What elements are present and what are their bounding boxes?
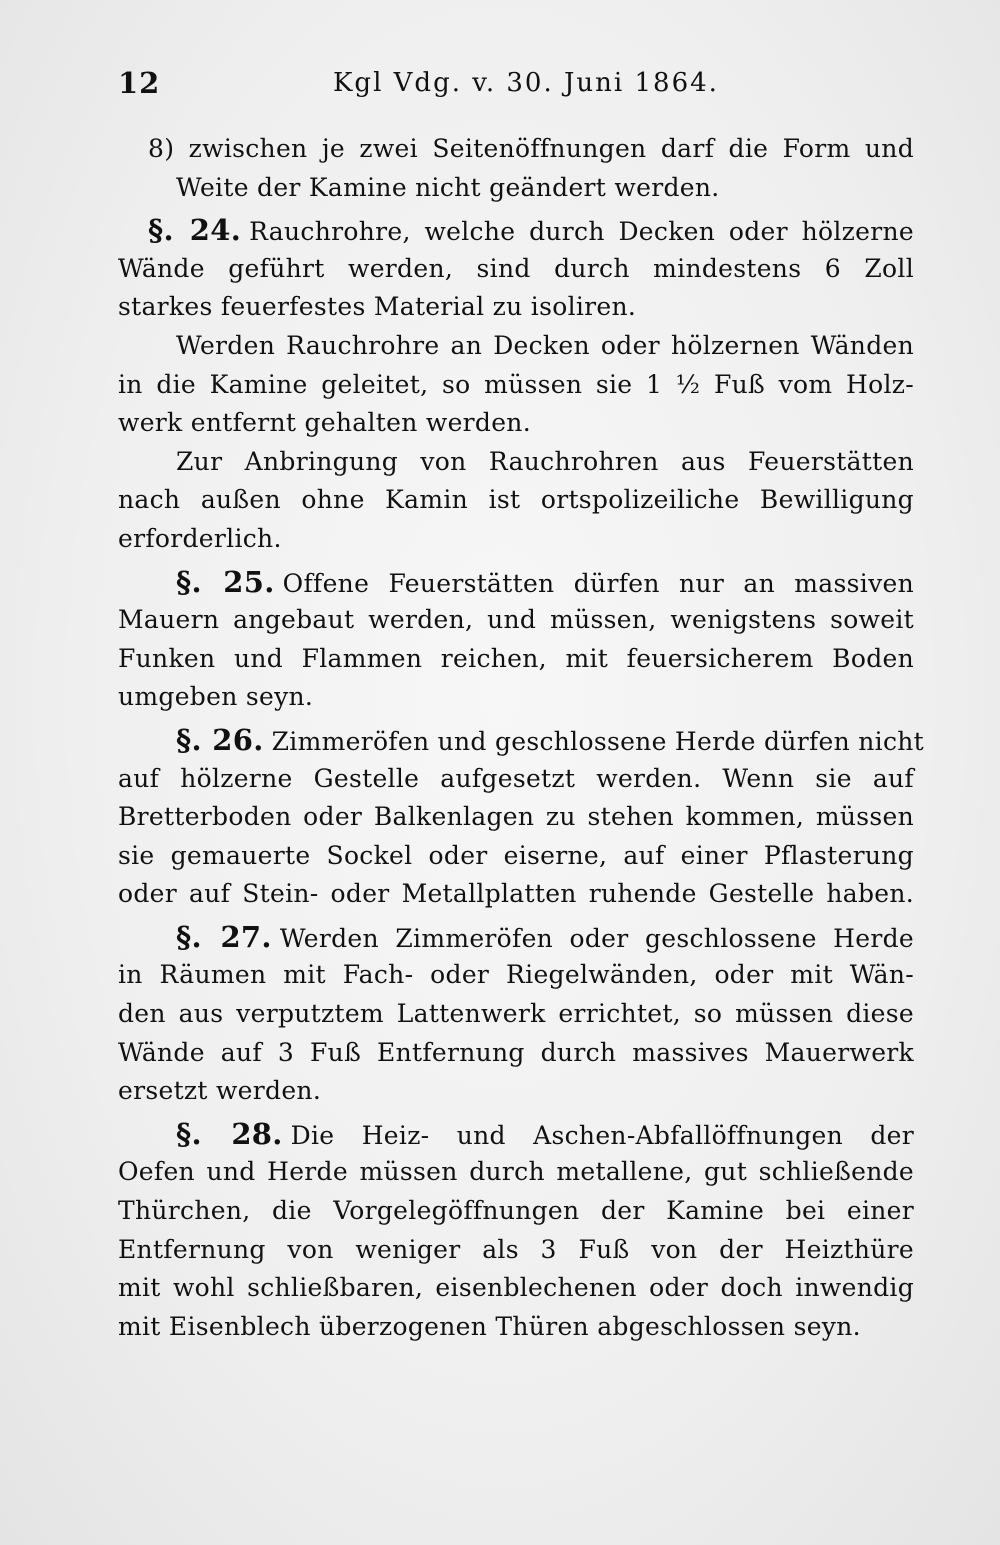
section-24-paragraph-3-line: Zur Anbringung von Rauchrohren aus Feuerstätten <box>176 446 914 476</box>
item-8-line-2: Weite der Kamine nicht geändert werden. <box>176 172 720 202</box>
section-24-paragraph-3-line: nach außen ohne Kamin ist ortspolizeiliche Bewilligung <box>118 485 914 515</box>
running-title: Kgl Vdg. v. 30. Juni 1864. <box>333 68 719 98</box>
section-28-line: Thürchen, die Vorgelegöffnungen der Kamine bei einer <box>118 1196 914 1226</box>
section-27-line: in Räumen mit Fach- oder Riegelwänden, oder mit Wän- <box>118 960 914 990</box>
section-24-paragraph-2-line: werk entfernt gehalten werden. <box>118 408 531 438</box>
section-26-first-line: Zimmeröfen und geschlossene Herde dürfen nicht <box>271 726 925 756</box>
section-25-line: Funken und Flammen reichen, mit feuersicherem Boden <box>118 643 914 673</box>
section-26-line: Bretterboden oder Balkenlagen zu stehen kommen, müssen <box>118 802 914 832</box>
section-27-first-line: Werden Zimmeröfen oder geschlossene Herde <box>279 923 914 953</box>
section-28-first-line: Die Heiz- und Aschen-Abfallöffnungen der <box>290 1120 914 1150</box>
section-26-line: oder auf Stein- oder Metallplatten ruhende Gestelle haben. <box>118 879 914 909</box>
section-27-line: Wände auf 3 Fuß Entfernung durch massives Mauerwerk <box>118 1037 914 1067</box>
section-25-heading-line <box>118 563 914 602</box>
page-number: 12 <box>118 66 161 100</box>
section-28-heading-line <box>118 1115 914 1154</box>
section-28-line: Entfernung von weniger als 3 Fuß von der Heizthüre <box>118 1234 914 1264</box>
section-26-line: auf hölzerne Gestelle aufgesetzt werden. Wenn sie auf <box>118 763 914 793</box>
section-25-label: §. 25. <box>176 564 275 599</box>
section-24-paragraph-3-line: erforderlich. <box>118 523 282 553</box>
section-25-line: umgeben seyn. <box>118 682 314 712</box>
section-24-line: starkes feuerfestes Material zu isoliren. <box>118 292 637 322</box>
section-28-line: Oefen und Herde müssen durch metallene, gut schließende <box>118 1157 914 1187</box>
section-24-line: Wände geführt werden, sind durch mindestens 6 Zoll <box>118 253 914 283</box>
section-27-heading-line <box>118 918 914 957</box>
section-26-heading-line <box>118 721 925 760</box>
page-header <box>118 66 918 106</box>
section-24-label: §. 24. <box>148 213 242 248</box>
section-26-label: §. 26. <box>176 722 264 757</box>
section-27-label: §. 27. <box>176 919 272 954</box>
section-24-paragraph-2-line: Werden Rauchrohre an Decken oder hölzernen Wänden <box>176 330 914 360</box>
section-25-line: Mauern angebaut werden, und müssen, wenigstens soweit <box>118 605 914 635</box>
section-24-heading-line <box>118 211 914 250</box>
section-24-paragraph-2-line: in die Kamine geleitet, so müssen sie 1 ½ Fuß vom Holz- <box>118 369 914 399</box>
section-24-first-line: Rauchrohre, welche durch Decken oder hölzerne <box>249 217 914 247</box>
section-28-line: mit wohl schließbaren, eisenblechenen oder doch inwendig <box>118 1273 914 1303</box>
item-8-line-1: 8) zwischen je zwei Seitenöffnungen darf die Form und <box>148 134 914 163</box>
section-28-label: §. 28. <box>176 1116 283 1151</box>
body-text <box>118 130 925 1346</box>
section-28-line: mit Eisenblech überzogenen Thüren abgeschlossen seyn. <box>118 1311 861 1341</box>
section-26-line: sie gemauerte Sockel oder eiserne, auf einer Pflasterung <box>118 840 914 870</box>
section-27-line: ersetzt werden. <box>118 1076 322 1106</box>
section-25-first-line: Offene Feuerstätten dürfen nur an massiven <box>282 568 914 598</box>
section-27-line: den aus verputztem Lattenwerk errichtet, so müssen diese <box>118 999 914 1029</box>
